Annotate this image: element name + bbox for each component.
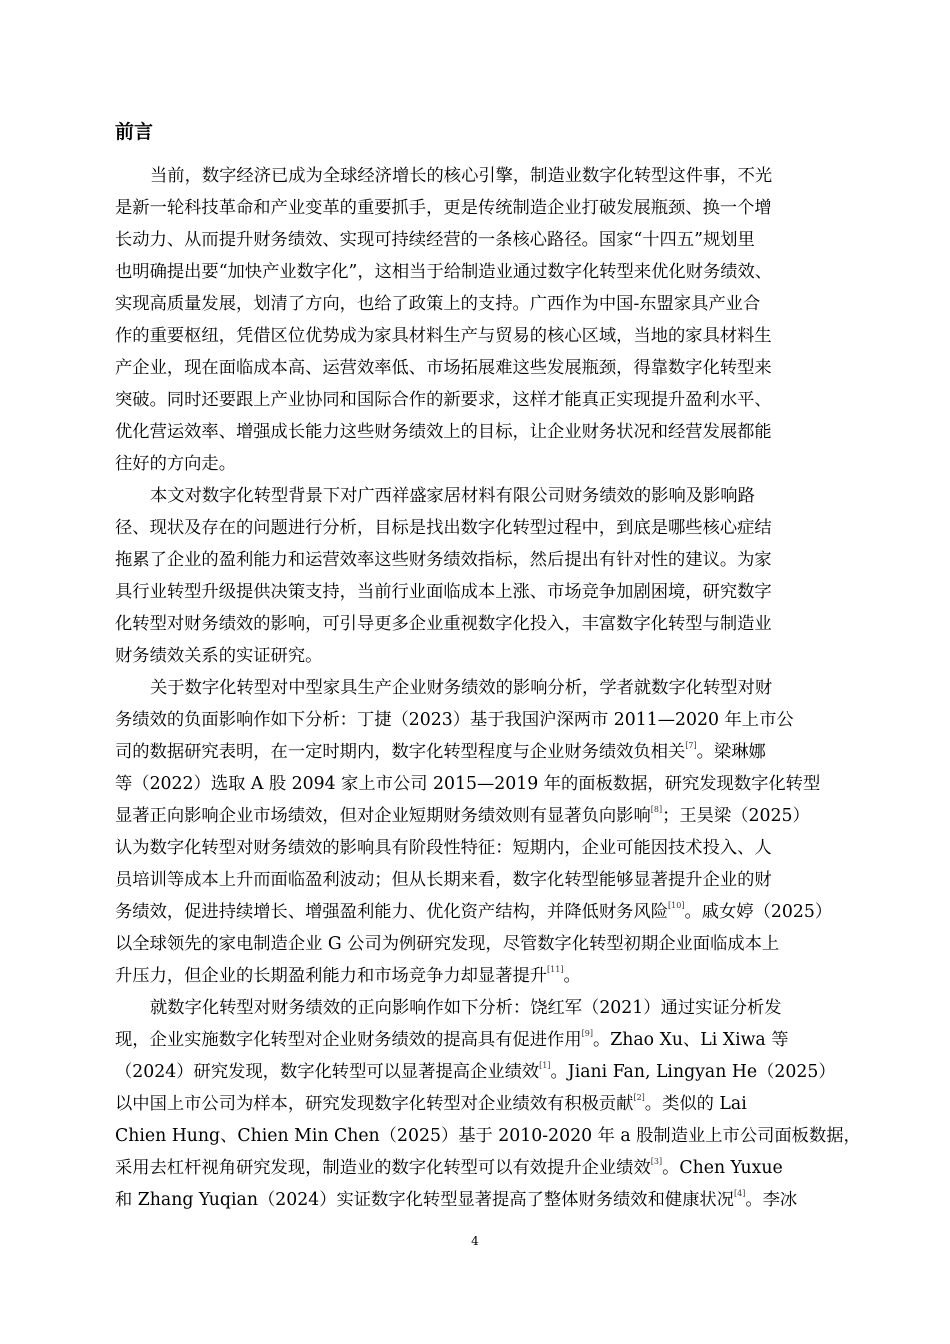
text-segment: 升压力，但企业的长期盈利能力和市场竞争力却显著提升 bbox=[115, 966, 548, 986]
paragraph-1-line: 突破。同时还要跟上产业协同和国际合作的新要求，这样才能真正实现提升盈利水平、 bbox=[115, 390, 772, 410]
citation-marker: [3] bbox=[650, 1157, 663, 1166]
paragraph-1-line: 是新一轮科技革命和产业变革的重要抓手，更是传统制造企业打破发展瓶颈、换一个增 bbox=[115, 198, 772, 218]
text-segment: 。 bbox=[563, 966, 581, 986]
paragraph-4-line: Chien Hung、Chien Min Chen（2025）基于 2010-2020 年 a 股制造业上市公司面板数据， bbox=[115, 1126, 861, 1146]
text-segment: 现，企业实施数字化转型对企业财务绩效的提高具有促进作用 bbox=[115, 1030, 582, 1050]
paragraph-1-line: 实现高质量发展，划清了方向，也给了政策上的支持。广西作为中国-东盟家具产业合 bbox=[115, 294, 761, 314]
paragraph-1-line: 作的重要枢纽，凭借区位优势成为家具材料生产与贸易的核心区域，当地的家具材料生 bbox=[115, 326, 772, 346]
paragraph-1-line: 长动力、从而提升财务绩效、实现可持续经营的一条核心路径。国家“十四五”规划里 bbox=[115, 230, 755, 250]
paragraph-3-line: 关于数字化转型对中型家具生产企业财务绩效的影响分析，学者就数字化转型对财 bbox=[150, 678, 773, 698]
text-segment: 以中国上市公司为样本，研究发现数字化转型对企业绩效有积极贡献 bbox=[115, 1094, 634, 1114]
text-segment: 采用去杠杆视角研究发现，制造业的数字化转型可以有效提升企业绩效 bbox=[115, 1158, 651, 1178]
text-segment: 和 Zhang Yuqian（2024）实证数字化转型显著提高了整体财务绩效和健康状况 bbox=[115, 1190, 734, 1210]
text-segment: 显著正向影响企业市场绩效，但对企业短期财务绩效则有显著负向影响 bbox=[115, 806, 651, 826]
paragraph-3-line: 员培训等成本上升而面临盈利波动；但从长期来看，数字化转型能够显著提升企业的财 bbox=[115, 870, 772, 890]
text-segment: 。Chen Yuxue bbox=[662, 1158, 783, 1178]
paragraph-1-line: 往好的方向走。 bbox=[115, 454, 236, 474]
paragraph-3-line bbox=[115, 736, 766, 768]
citation-marker: [1] bbox=[539, 1061, 551, 1070]
paragraph-3-line: 以全球领先的家电制造企业 G 公司为例研究发现，尽管数字化转型初期企业面临成本上 bbox=[115, 934, 780, 954]
citation-marker: [8] bbox=[650, 805, 663, 814]
paragraph-1-line: 当前，数字经济已成为全球经济增长的核心引擎，制造业数字化转型这件事，不光 bbox=[150, 166, 773, 186]
text-segment: 。李冰 bbox=[745, 1190, 798, 1210]
text-segment: 。戚女婷（2025） bbox=[684, 902, 833, 922]
paragraph-2-line: 拖累了企业的盈利能力和运营效率这些财务绩效指标，然后提出有针对性的建议。为家 bbox=[115, 550, 772, 570]
paragraph-4-line bbox=[115, 1088, 747, 1120]
text-segment: 。梁琳娜 bbox=[696, 742, 766, 762]
paragraph-1-line: 也明确提出要“加快产业数字化”，这相当于给制造业通过数字化转型来优化财务绩效、 bbox=[115, 262, 773, 282]
paragraph-3-line bbox=[115, 960, 581, 992]
citation-marker: [7] bbox=[685, 741, 697, 750]
text-segment: 司的数据研究表明，在一定时期内，数字化转型程度与企业财务绩效负相关 bbox=[115, 742, 686, 762]
citation-marker: [4] bbox=[733, 1189, 746, 1198]
text-segment: 。Zhao Xu、Li Xiwa 等 bbox=[592, 1030, 789, 1050]
paragraph-3-line: 务绩效的负面影响作如下分析：丁捷（2023）基于我国沪深两市 2011—2020 年上市公 bbox=[115, 710, 794, 730]
citation-marker: [9] bbox=[581, 1029, 593, 1038]
paragraph-3-line bbox=[115, 896, 832, 928]
paragraph-2-line: 径、现状及存在的问题进行分析，目标是找出数字化转型过程中，到底是哪些核心症结 bbox=[115, 518, 772, 538]
paragraph-4-line bbox=[115, 1056, 836, 1088]
paragraph-4-line bbox=[115, 1152, 783, 1184]
text-segment: ；王昊梁（2025） bbox=[662, 806, 810, 826]
paragraph-3-line: 等（2022）选取 A 股 2094 家上市公司 2015—2019 年的面板数据，研究发现数字化转型 bbox=[115, 774, 821, 794]
paragraph-3-line bbox=[115, 800, 810, 832]
paragraph-2-line: 财务绩效关系的实证研究。 bbox=[115, 646, 323, 666]
citation-marker: [10] bbox=[668, 901, 685, 910]
citation-marker: [2] bbox=[633, 1093, 645, 1102]
page-number: 4 bbox=[471, 1234, 479, 1248]
paragraph-4-line: 就数字化转型对财务绩效的正向影响作如下分析：饶红军（2021）通过实证分析发 bbox=[150, 998, 782, 1018]
paragraph-1-line: 优化营运效率、增强成长能力这些财务绩效上的目标，让企业财务状况和经营发展都能 bbox=[115, 422, 772, 442]
paragraph-4-line bbox=[115, 1184, 797, 1216]
paragraph-2-line: 具行业转型升级提供决策支持，当前行业面临成本上涨、市场竞争加剧困境，研究数字 bbox=[115, 582, 772, 602]
text-segment: 。类似的 Lai bbox=[644, 1094, 747, 1114]
text-segment: 务绩效，促进持续增长、增强盈利能力、优化资产结构，并降低财务风险 bbox=[115, 902, 669, 922]
paragraph-2-line: 化转型对财务绩效的影响，可引导更多企业重视数字化投入，丰富数字化转型与制造业 bbox=[115, 614, 772, 634]
citation-marker: [11] bbox=[547, 965, 564, 974]
text-segment: 。Jiani Fan, Lingyan He（2025） bbox=[550, 1062, 836, 1082]
paragraph-4-line bbox=[115, 1024, 788, 1056]
section-heading: 前言 bbox=[115, 121, 154, 143]
paragraph-1-line: 产企业，现在面临成本高、运营效率低、市场拓展难这些发展瓶颈，得靠数字化转型来 bbox=[115, 358, 772, 378]
text-segment: （2024）研究发现，数字化转型可以显著提高企业绩效 bbox=[115, 1062, 540, 1082]
paragraph-3-line: 认为数字化转型对财务绩效的影响具有阶段性特征：短期内，企业可能因技术投入、人 bbox=[115, 838, 772, 858]
paragraph-2-line: 本文对数字化转型背景下对广西祥盛家居材料有限公司财务绩效的影响及影响路 bbox=[150, 486, 755, 506]
